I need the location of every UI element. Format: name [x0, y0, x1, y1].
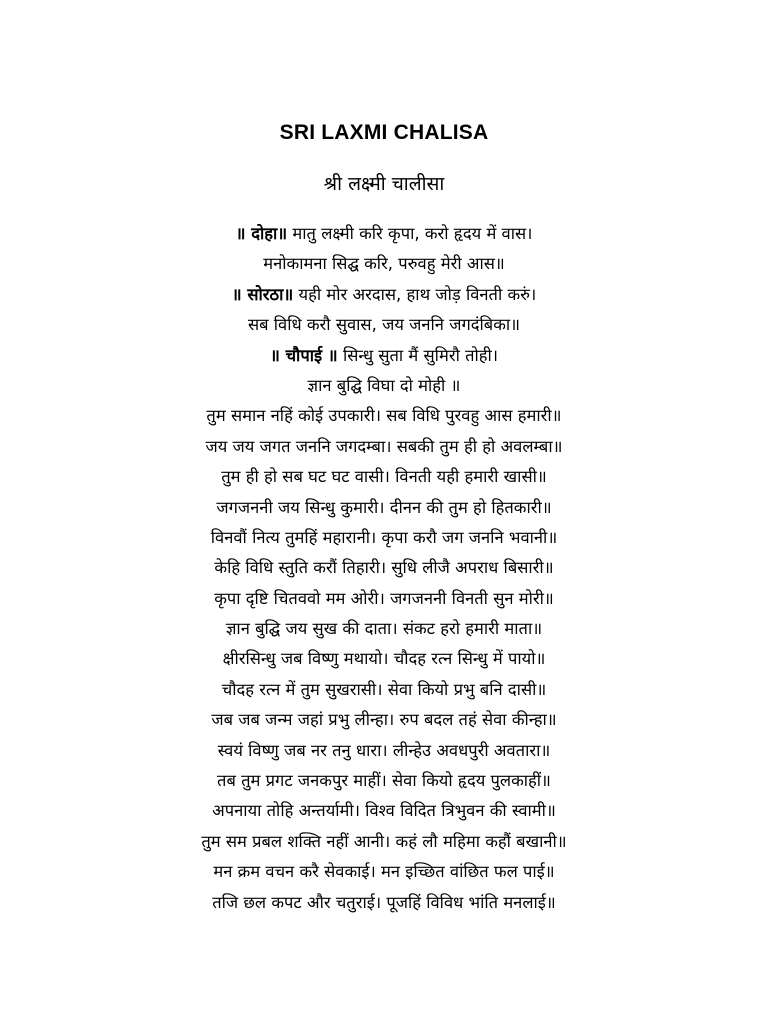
verse-line	[0, 401, 768, 431]
verse-label: ॥ चौपाई ॥	[269, 345, 338, 365]
verse-text: तब तुम प्रगट जनकपुर माहीं। सेवा कियो हृदय पुलकाहीं॥	[217, 771, 551, 791]
verse-line	[0, 553, 768, 583]
verse-text: तुम समान नहिं कोई उपकारी। सब विधि पुरवहु आस हमारी॥	[206, 406, 562, 426]
verse-line	[0, 341, 768, 371]
verse-text: क्षीरसिन्धु जब विष्णु मथायो। चौदह रत्न सिन्धु में पायो॥	[222, 649, 546, 669]
verse-text: ज्ञान बुद्घि विघा दो मोही ॥	[307, 375, 461, 395]
verse-list	[0, 219, 768, 918]
verse-text: जब जब जन्म जहां प्रभु लीन्हा। रुप बदल तहं सेवा कीन्हा॥	[211, 710, 557, 730]
verse-line	[0, 371, 768, 401]
verse-text: सिन्धु सुता मैं सुमिरौ तोही।	[337, 345, 499, 365]
verse-line	[0, 766, 768, 796]
verse-label: ॥ दोहा॥	[235, 224, 288, 243]
document-title: SRI LAXMI CHALISA	[279, 121, 489, 144]
verse-text: मन क्रम वचन करै सेवकाई। मन इच्छित वांछित फल पाई॥	[213, 862, 555, 882]
verse-text: यही मोर अरदास, हाथ जोड़ विनती करुं।	[293, 284, 537, 304]
verse-line	[0, 796, 768, 826]
verse-text: तुम ही हो सब घट घट वासी। विनती यही हमारी खासी॥	[221, 467, 547, 487]
verse-line	[0, 705, 768, 735]
verse-text: सब विधि करौ सुवास, जय जननि जगदंबिका॥	[247, 315, 521, 335]
verse-text: मनोकामना सिद्घ करि, परुवहु मेरी आस॥	[263, 254, 505, 274]
verse-text: स्वयं विष्णु जब नर तनु धारा। लीन्हेउ अवधपुरी अवतारा॥	[217, 740, 551, 760]
verse-text: तजि छल कपट और चतुराई। पूजहिं विविध भांति मनलाई॥	[212, 892, 556, 912]
verse-label: ॥ सोरठा॥	[231, 284, 294, 304]
verse-text: विनवौं नित्य तुमहिं महारानी। कृपा करौ जग जननि भवानी॥	[210, 527, 558, 547]
verse-line	[0, 857, 768, 887]
verse-line	[0, 432, 768, 462]
verse-text: ज्ञान बुद्घि जय सुख की दाता। संकट हरो हमारी माता॥	[225, 619, 543, 639]
verse-line	[0, 493, 768, 523]
verse-line	[0, 827, 768, 857]
verse-line	[0, 644, 768, 674]
verse-text: मातु लक्ष्मी करि कृपा, करो हृदय में वास।	[287, 224, 533, 243]
verse-line	[0, 249, 768, 279]
verse-line	[0, 462, 768, 492]
verse-line	[0, 584, 768, 614]
verse-line	[0, 310, 768, 340]
verse-line	[0, 675, 768, 705]
verse-line	[0, 888, 768, 918]
verse-text: अपनाया तोहि अन्तर्यामी। विश्व विदित त्रिभुवन की स्वामी॥	[212, 801, 556, 821]
verse-text: कृपा दृष्टि चितववो मम ओरी। जगजननी विनती सुन मोरी॥	[214, 588, 554, 608]
document-subtitle: श्री लक्ष्मी चालीसा	[323, 173, 445, 195]
verse-line	[0, 736, 768, 766]
verse-line	[0, 523, 768, 553]
verse-text: केहि विधि स्तुति करौं तिहारी। सुधि लीजै अपराध बिसारी॥	[214, 558, 554, 578]
verse-text: जगजननी जय सिन्धु कुमारी। दीनन की तुम हो हितकारी॥	[216, 497, 552, 517]
verse-line	[0, 280, 768, 310]
verse-text: चौदह रत्न में तुम सुखरासी। सेवा कियो प्रभु बनि दासी॥	[221, 679, 547, 699]
verse-text: जय जय जगत जननि जगदम्बा। सबकी तुम ही हो अवलम्बा॥	[205, 436, 563, 456]
verse-line	[0, 614, 768, 644]
verse-text: तुम सम प्रबल शक्ति नहीं आनी। कहं लौ महिमा कहौं बखानी॥	[201, 831, 567, 851]
verse-line	[0, 219, 768, 249]
